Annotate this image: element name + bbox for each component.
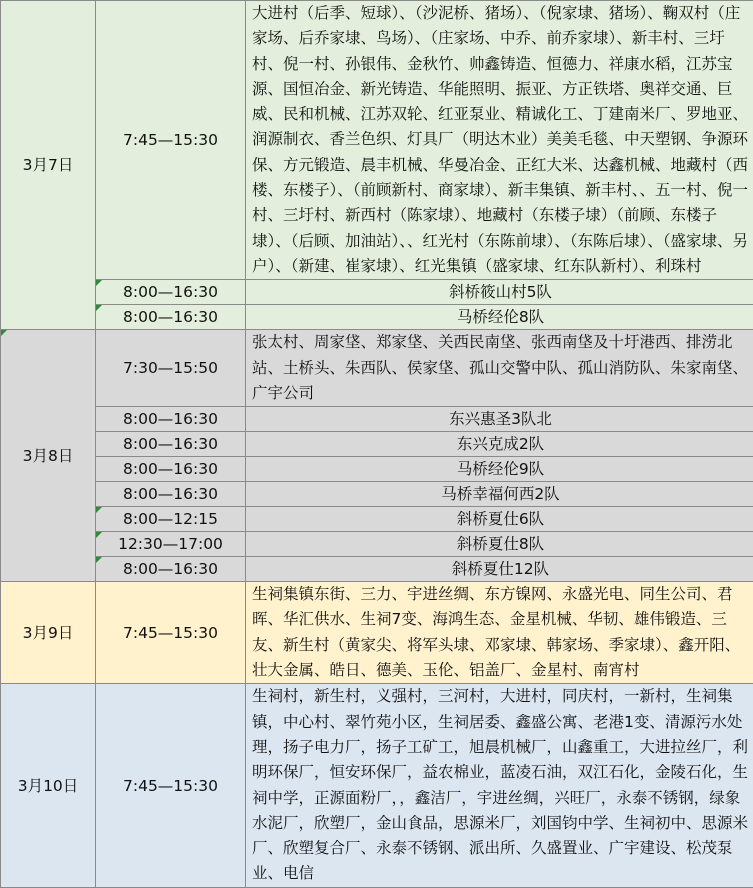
area-cell: 马桥经伦8队 xyxy=(246,305,753,330)
area-cell: 斜桥夏仕6队 xyxy=(246,507,753,532)
area-cell: 张太村、周家垡、郑家垡、关西民南垡、张西南垡及十圩港西、排涝北站、土桥头、朱西队、侯家垡、孤山交警中队、孤山消防队、朱家南垡、广宇公司 xyxy=(246,330,753,407)
table-row xyxy=(1,280,753,305)
time-cell: 7:45—15:30 xyxy=(96,1,246,280)
time-cell: 8:00—16:30 xyxy=(96,432,246,457)
table-row xyxy=(1,507,753,532)
area-cell: 马桥经伦9队 xyxy=(246,457,753,482)
table-row xyxy=(1,582,753,684)
date-cell: 3月8日 xyxy=(1,330,96,582)
date-cell: 3月10日 xyxy=(1,684,96,887)
time-cell: 12:30—17:00 xyxy=(96,532,246,557)
area-cell: 生祠集镇东街、三力、宇进丝绸、东方镍网、永盛光电、同生公司、君晖、华汇供水、生祠7变、海鸿生态、金星机械、华韧、雄伟锻造、三友、新生村（黄家尖、将军头埭、邓家埭、韩家场、季家埭）、鑫开阳、壮大金属、皓日、德美、玉伦、铝盖厂、金星村、南宵村 xyxy=(246,582,753,684)
time-cell: 7:30—15:50 xyxy=(96,330,246,407)
table-row xyxy=(1,330,753,407)
area-cell: 斜桥筱山村5队 xyxy=(246,280,753,305)
area-cell: 斜桥夏仕8队 xyxy=(246,532,753,557)
table-row xyxy=(1,457,753,482)
area-cell: 东兴克成2队 xyxy=(246,432,753,457)
time-cell: 8:00—16:30 xyxy=(96,482,246,507)
table-row xyxy=(1,557,753,582)
table-row xyxy=(1,432,753,457)
time-cell: 8:00—12:15 xyxy=(96,507,246,532)
table-row xyxy=(1,482,753,507)
table-row xyxy=(1,684,753,887)
time-cell: 8:00—16:30 xyxy=(96,305,246,330)
table-row xyxy=(1,532,753,557)
time-cell: 8:00—16:30 xyxy=(96,280,246,305)
area-cell: 生祠村，新生村，义强村，三河村，大进村，同庆村，一新村，生祠集镇，中心村、翠竹苑小区，生祠居委、鑫盛公寓、老港1变、清源污水处理，扬子电力厂，扬子工矿工，旭晨机械厂，山鑫重工，大进拉丝厂，利明环保厂，恒安环保厂，益农棉业，蓝凌石油，双江石化，金陵石化，生祠中学，正源面粉厂，，鑫洁厂，宇进丝绸，兴旺厂，永泰不锈钢，绿象水泥厂，欣塑厂，金山食品，思源米厂，刘国钧中学、生祠初中、思源米厂、欣塑复合厂、永泰不锈钢、派出所、久盛置业、广宇建设、松茂泵业、电信 xyxy=(246,684,753,887)
table-row xyxy=(1,305,753,330)
time-cell: 8:00—16:30 xyxy=(96,557,246,582)
time-cell: 7:45—15:30 xyxy=(96,684,246,887)
time-cell: 8:00—16:30 xyxy=(96,407,246,432)
area-cell: 马桥幸福何西2队 xyxy=(246,482,753,507)
area-cell: 东兴惠圣3队北 xyxy=(246,407,753,432)
table-row xyxy=(1,407,753,432)
table-row xyxy=(1,1,753,280)
time-cell: 7:45—15:30 xyxy=(96,582,246,684)
date-cell: 3月7日 xyxy=(1,1,96,330)
area-cell: 大进村（后季、短球）、（沙泥桥、猪场）、（倪家埭、猪场）、鞠双村（庄家场、后乔家埭、鸟场）、（庄家场、中乔、前乔家埭）、新丰村、三圩村、倪一村、孙银伟、金秋竹、帅鑫铸造、恒德力、祥康水稻，江苏宝源、国恒冶金、新光铸造、华能照明、振亚、方正铁塔、奥祥交通、巨威、民和机械、江苏双轮、红亚泵业、精诚化工、丁建南米厂、罗地亚、润源制衣、香兰色织、灯具厂（明达木业）美美毛毯、中天塑钢、争源环保、方元锻造、晨丰机械、华曼冶金、正红大米、达鑫机械、地藏村（西楼、东楼子）、（前顾新村、商家埭）、新丰集镇、新丰村、、五一村、倪一村、三圩村、新西村（陈家埭）、地藏村（东楼子埭）（前顾、东楼子埭）、（后顾、加油站）、、红光村（东陈前埭）、（东陈后埭）、（盛家埭、另户）、（新建、崔家埭）、红光集镇（盛家埭、红东队新村）、利珠村 xyxy=(246,1,753,280)
area-cell: 斜桥夏仕12队 xyxy=(246,557,753,582)
time-cell: 8:00—16:30 xyxy=(96,457,246,482)
date-cell: 3月9日 xyxy=(1,582,96,684)
